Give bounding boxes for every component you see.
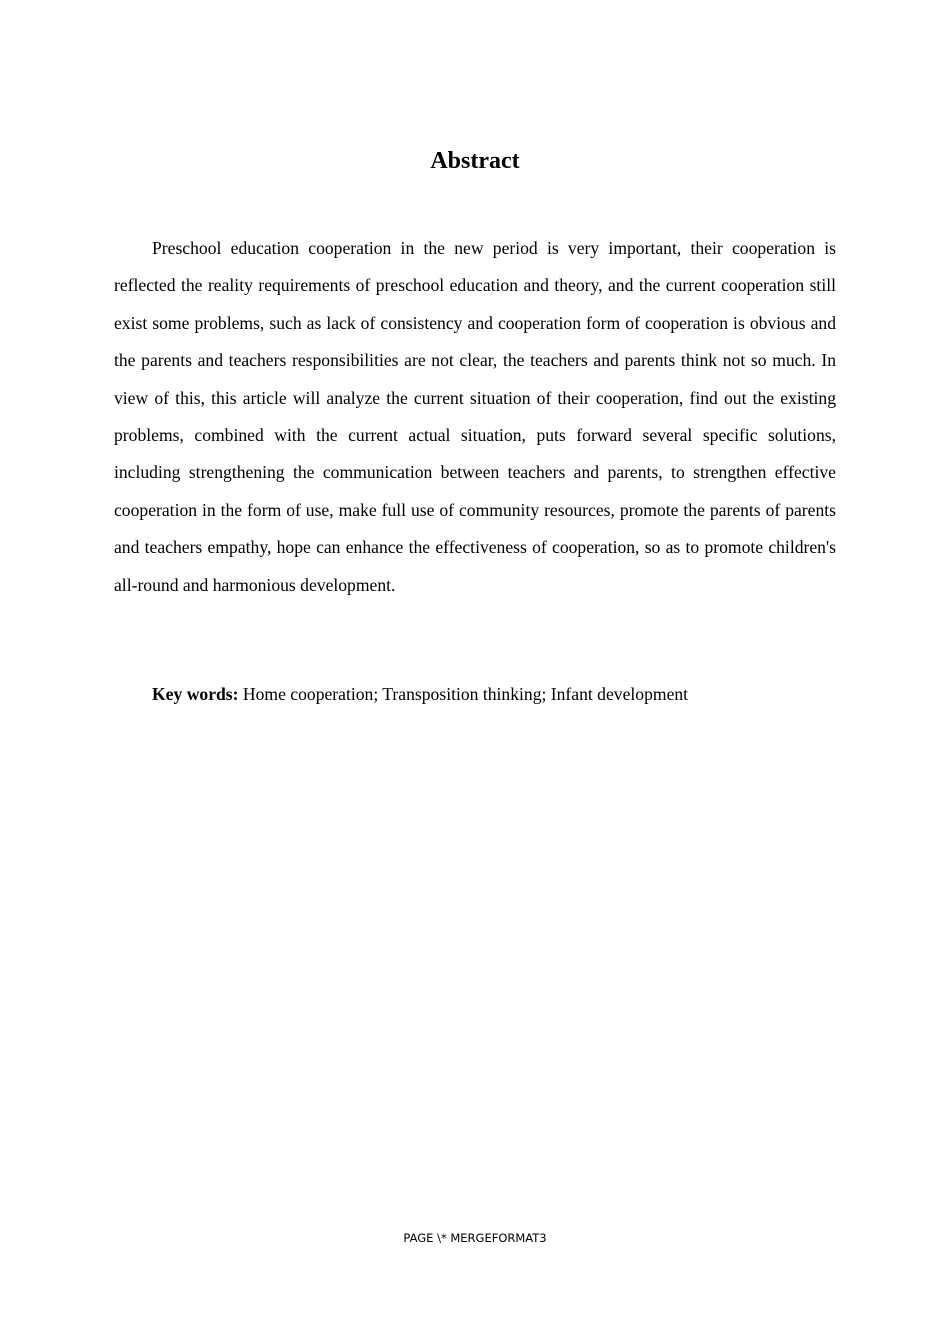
abstract-paragraph: Preschool education cooperation in the new period is very important, their cooperation is reflected the reality requirements of preschool education and theory, and the current cooperation still exist some problems, such as lack of consistency and cooperation form of cooperation is obvious and the parents and teachers responsibilities are not clear, the teachers and parents think not so much. In view of this, this article will analyze the current situation of their cooperation, find out the existing problems, combined with the current actual situation, puts forward several specific solutions, including strengthening the communication between teachers and parents, to strengthen effective cooperation in the form of use, make full use of community resources, promote the parents of parents and teachers empathy, hope can enhance the effectiveness of cooperation, so as to promote children's all-round and harmonious development. [114, 238, 836, 595]
keywords-text: Home cooperation; Transposition thinking; Infant development [238, 684, 689, 704]
keywords-line [114, 677, 836, 711]
abstract-title: Abstract [430, 148, 520, 174]
keywords-label: Key words: [152, 684, 239, 704]
page-footer-field: PAGE \* MERGEFORMAT3 [403, 1231, 547, 1245]
